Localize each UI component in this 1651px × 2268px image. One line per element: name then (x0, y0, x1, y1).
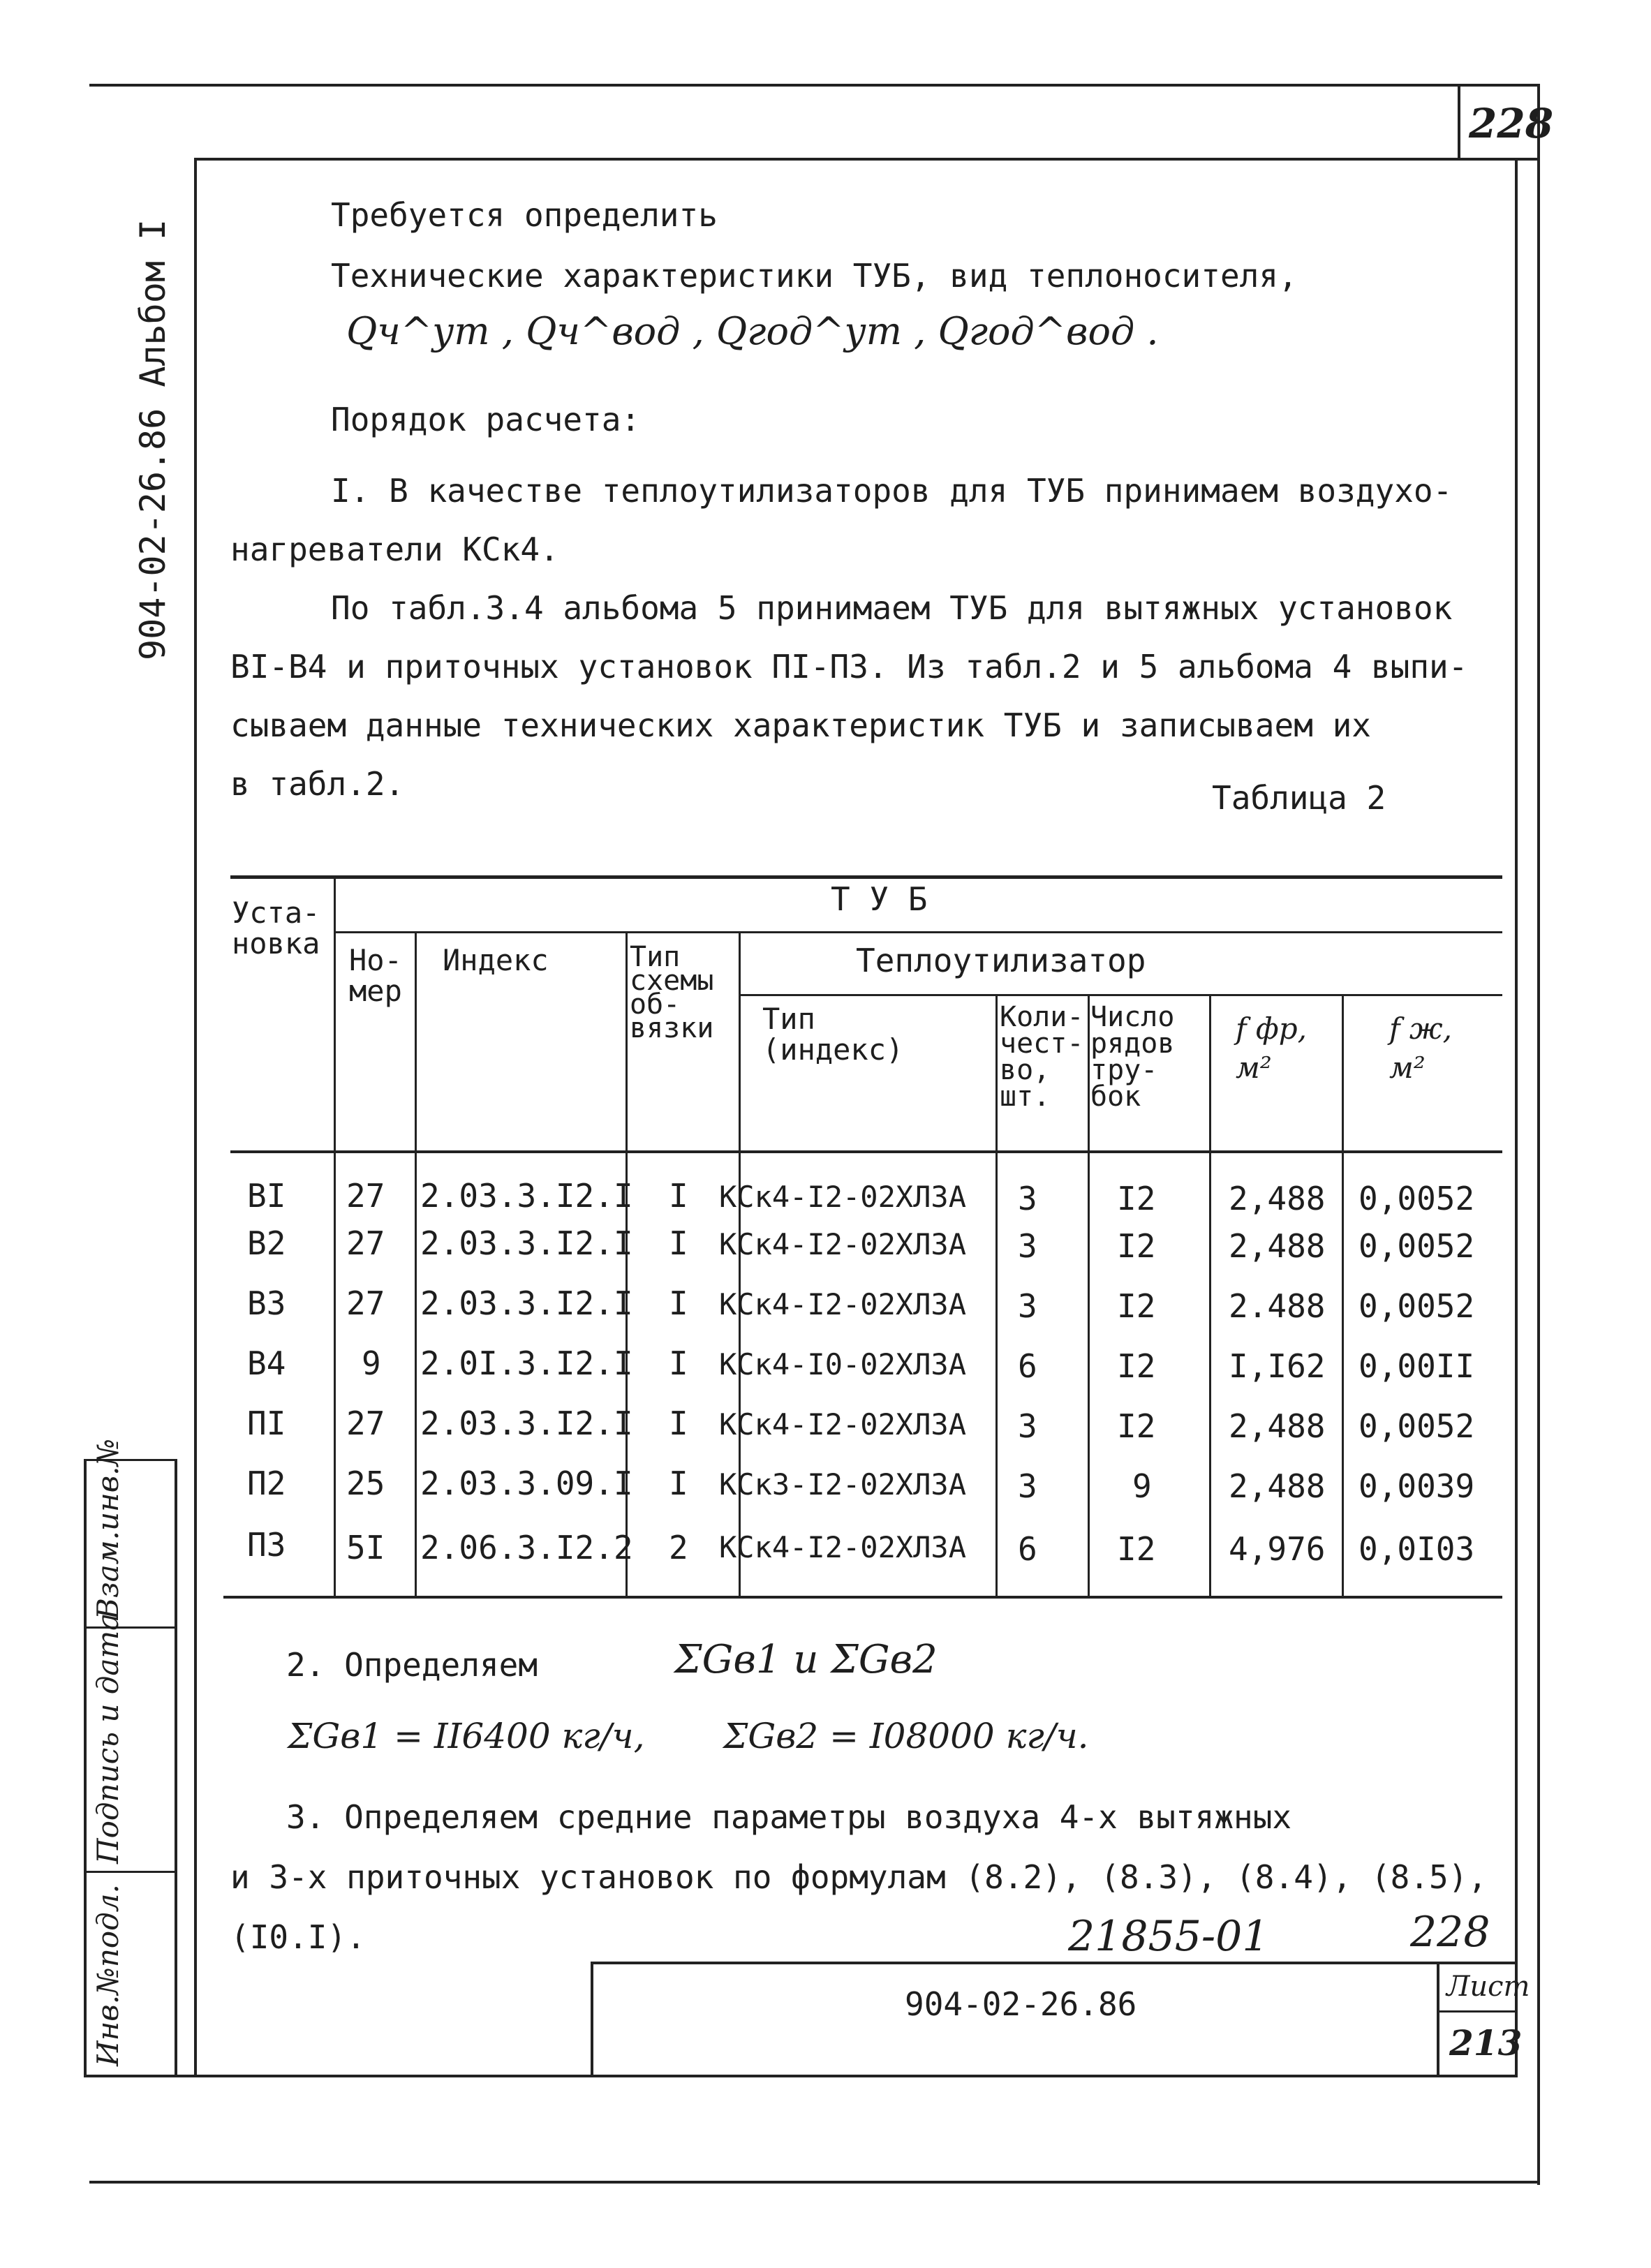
table-tub-underline (334, 931, 1502, 933)
g-sum-1: ΣGв1 = II6400 кг/ч, (288, 1716, 645, 1756)
cell-index: 2.03.3.09.I (420, 1465, 633, 1502)
cell-install: П2 (247, 1465, 286, 1502)
cell-number: 27 (346, 1404, 385, 1442)
bottom-rule (89, 2181, 1540, 2184)
cell-qty: 6 (1018, 1347, 1037, 1385)
stamp-sheet-mid (1437, 2010, 1516, 2013)
cell-scheme: I (669, 1177, 688, 1215)
table-header-bottom (230, 1150, 1502, 1153)
hdr-type: Тип (индекс) (762, 1002, 904, 1067)
cell-number: 27 (346, 1224, 385, 1262)
side-label-replace: Взам.инв.№ (91, 1438, 125, 1620)
cell-f-fr: 4,976 (1229, 1530, 1326, 1568)
g-sum-2: ΣGв2 = I08000 кг/ч. (723, 1716, 1089, 1756)
stamp-sheet-left (1437, 1962, 1439, 2076)
cell-install: ВI (247, 1177, 286, 1215)
frame-left (194, 158, 197, 2077)
vcol-2 (415, 933, 417, 1596)
right-rule (1537, 84, 1540, 2185)
cell-number: 9 (362, 1344, 381, 1382)
cell-f-zh: 0,00II (1358, 1347, 1475, 1385)
step3-a: 3. Определяем средние параметры воздуха 4-х вытяжных (286, 1798, 1292, 1836)
cell-scheme: I (669, 1224, 688, 1262)
order-heading: Порядок расчета: (331, 401, 641, 438)
cell-type: КСк4-I2-02ХЛ3А (719, 1180, 967, 1214)
body-line-2: Технические характеристики ТУБ, вид теплоносителя, (331, 257, 1298, 295)
para1-b: нагреватели КСк4. (230, 531, 559, 568)
cell-rows-tubes: I2 (1117, 1530, 1156, 1568)
side-label-sign: Подпись и дата (91, 1613, 125, 1864)
hdr-install: Уста- новка (232, 896, 320, 961)
vcol-1 (334, 877, 336, 1596)
cell-number: 5I (346, 1529, 385, 1566)
step3-c: (I0.I). (230, 1918, 366, 1956)
corner-box-left (1458, 84, 1460, 159)
hdr-rows-tubes: Число рядов тру- бок (1090, 1001, 1175, 1113)
cell-install: В2 (247, 1224, 286, 1262)
top-rule (89, 84, 1540, 87)
corner-box-bottom (1458, 158, 1540, 161)
cell-scheme: I (669, 1344, 688, 1382)
step2-formula: ΣGв1 и ΣGв2 (674, 1637, 938, 1682)
cell-f-fr: 2,488 (1229, 1407, 1326, 1445)
cell-f-zh: 0,0052 (1358, 1180, 1475, 1217)
cell-rows-tubes: I2 (1117, 1407, 1156, 1445)
cell-rows-tubes: I2 (1117, 1287, 1156, 1325)
cell-rows-tubes: I2 (1117, 1180, 1156, 1217)
handwritten-id: 21855-01 (1068, 1912, 1269, 1961)
cell-install: ПI (247, 1404, 286, 1442)
cell-install: В3 (247, 1284, 286, 1322)
side-strip-div2 (84, 1871, 176, 1873)
cell-type: КСк4-I2-02ХЛ3А (719, 1227, 967, 1261)
cell-scheme: I (669, 1284, 688, 1322)
cell-f-zh: 0,0052 (1358, 1287, 1475, 1325)
para1-a: I. В качестве теплоутилизаторов для ТУБ принимаем воздухо- (331, 472, 1453, 510)
cell-type: КСк4-I0-02ХЛ3А (719, 1347, 967, 1381)
hdr-tub: Т У Б (831, 880, 928, 918)
frame-right (1515, 158, 1518, 2077)
cell-f-fr: 2,488 (1229, 1227, 1326, 1265)
step3-b: и 3-х приточных установок по формулам (8.2), (8.3), (8.4), (8.5), (230, 1858, 1488, 1896)
stamp-left (591, 1962, 593, 2076)
para2-a: По табл.3.4 альбома 5 принимаем ТУБ для вытяжных установок (331, 589, 1453, 627)
vcol-7 (1209, 995, 1211, 1596)
cell-f-zh: 0,0I03 (1358, 1530, 1475, 1568)
cell-type: КСк4-I2-02ХЛ3А (719, 1407, 967, 1441)
vcol-6 (1088, 995, 1090, 1596)
cell-rows-tubes: I2 (1117, 1227, 1156, 1265)
cell-index: 2.03.3.I2.I (420, 1177, 633, 1215)
cell-scheme: I (669, 1404, 688, 1442)
side-stamp: 904-02-26.86 Альбом I (133, 218, 173, 660)
side-label-inv: Инв.№подл. (91, 1884, 125, 2066)
hdr-number: Но- мер (349, 943, 402, 1008)
side-strip-right (175, 1459, 177, 2076)
para2-b: ВI-В4 и приточных установок ПI-П3. Из табл.2 и 5 альбома 4 выпи- (230, 648, 1468, 685)
cell-install: П3 (247, 1526, 286, 1564)
cell-qty: 3 (1018, 1227, 1037, 1265)
cell-f-zh: 0,0052 (1358, 1227, 1475, 1265)
cell-type: КСк4-I2-02ХЛ3А (719, 1530, 967, 1564)
cell-f-fr: 2,488 (1229, 1180, 1326, 1217)
hdr-f-fr: f фр, м² (1236, 1011, 1308, 1085)
sheet-label: Лист (1446, 1971, 1530, 2003)
cell-install: В4 (247, 1344, 286, 1382)
body-line-1: Требуется определить (331, 196, 718, 234)
corner-page-number: 228 (1469, 100, 1554, 147)
table-caption: Таблица 2 (1212, 779, 1386, 817)
cell-rows-tubes: I2 (1117, 1347, 1156, 1385)
cell-number: 27 (346, 1177, 385, 1215)
cell-type: КСк3-I2-02ХЛ3А (719, 1467, 967, 1502)
para2-c: сываем данные технических характеристик ТУБ и записываем их (230, 706, 1371, 744)
handwritten-page: 228 (1410, 1908, 1490, 1957)
cell-type: КСк4-I2-02ХЛ3А (719, 1287, 967, 1321)
frame-top (195, 158, 1459, 161)
table-util-underline (740, 994, 1502, 996)
hdr-index: Индекс (443, 943, 549, 977)
cell-qty: 3 (1018, 1180, 1037, 1217)
step2-label: 2. Определяем (286, 1646, 538, 1684)
frame-bottom (84, 2075, 1518, 2077)
cell-f-fr: I,I62 (1229, 1347, 1326, 1385)
cell-index: 2.06.3.I2.2 (420, 1529, 633, 1566)
formula-line: Qч^ут , Qч^вод , Qгод^ут , Qгод^вод . (346, 309, 1159, 353)
cell-f-fr: 2.488 (1229, 1287, 1326, 1325)
table-top (230, 875, 1502, 879)
cell-scheme: 2 (669, 1529, 688, 1566)
cell-scheme: I (669, 1465, 688, 1502)
cell-number: 25 (346, 1465, 385, 1502)
cell-index: 2.0I.3.I2.I (420, 1344, 633, 1382)
cell-index: 2.03.3.I2.I (420, 1284, 633, 1322)
side-strip-left (84, 1459, 87, 2076)
table-bottom (223, 1596, 1502, 1599)
vcol-8 (1342, 995, 1344, 1596)
hdr-qty: Коли- чест- во, шт. (1000, 1001, 1084, 1113)
cell-qty: 3 (1018, 1467, 1037, 1505)
cell-f-zh: 0,0039 (1358, 1467, 1475, 1505)
hdr-heat-util: Теплоутилизатор (856, 942, 1146, 979)
doc-code: 904-02-26.86 (905, 1985, 1137, 2023)
cell-index: 2.03.3.I2.I (420, 1404, 633, 1442)
cell-qty: 6 (1018, 1530, 1037, 1568)
cell-f-zh: 0,0052 (1358, 1407, 1475, 1445)
hdr-scheme: Тип схемы об- вязки (630, 941, 714, 1044)
stamp-top (591, 1962, 1516, 1964)
cell-number: 27 (346, 1284, 385, 1322)
hdr-f-zh: f ж, м² (1389, 1011, 1452, 1085)
cell-qty: 3 (1018, 1407, 1037, 1445)
cell-qty: 3 (1018, 1287, 1037, 1325)
para2-d: в табл.2. (230, 765, 405, 803)
vcol-5 (995, 995, 998, 1596)
cell-f-fr: 2,488 (1229, 1467, 1326, 1505)
sheet-number: 213 (1449, 2022, 1523, 2063)
cell-index: 2.03.3.I2.I (420, 1224, 633, 1262)
cell-rows-tubes: 9 (1132, 1467, 1152, 1505)
